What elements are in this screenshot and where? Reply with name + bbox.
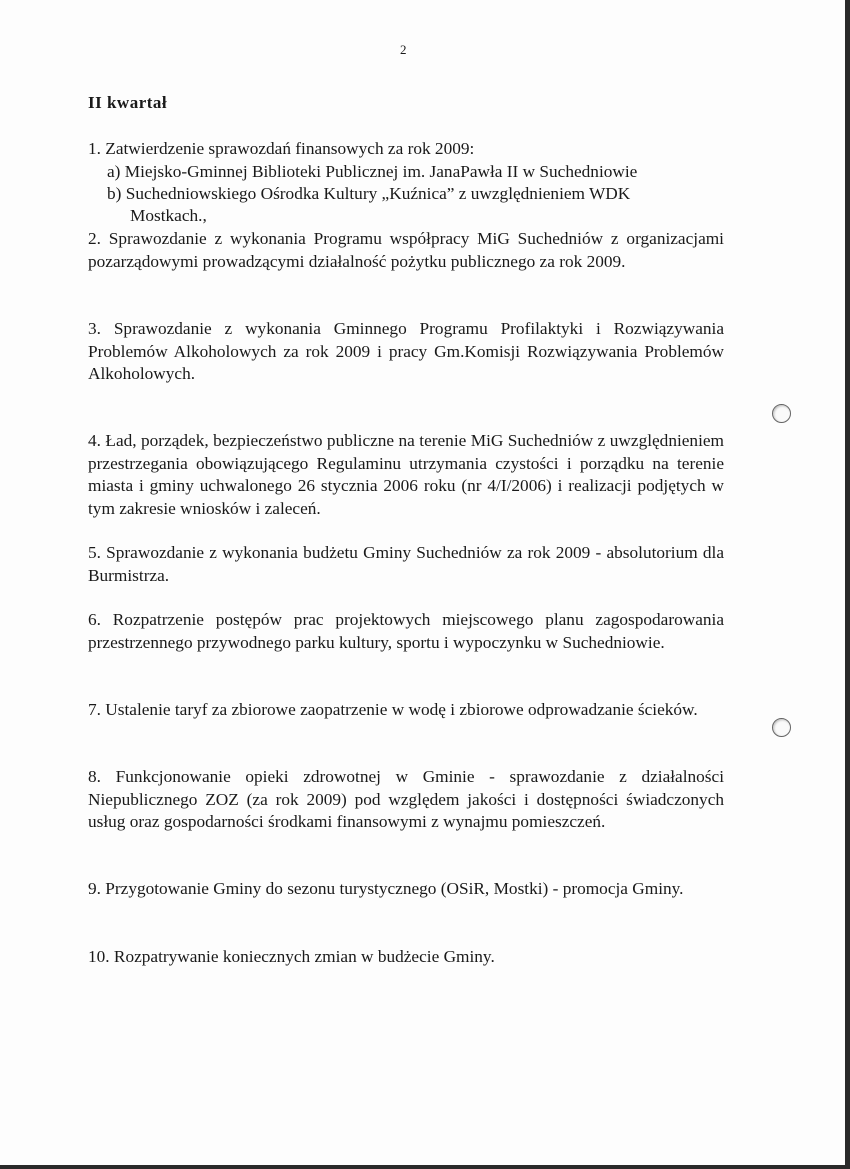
scan-edge-right <box>845 0 850 1169</box>
agenda-item-1-sub-b-cont: Mostkach., <box>130 206 207 225</box>
agenda-item-8: 8. Funkcjonowanie opieki zdrowotnej w Gminie - sprawozdanie z działalności Niepublicznego ZOZ (za rok 2009) pod względem jakości i dostępności świadczonych usług oraz gospodarności środkami finansowymi z wynajmu pomieszczeń. <box>88 767 724 831</box>
agenda-item-5: 5. Sprawozdanie z wykonania budżetu Gminy Suchedniów za rok 2009 - absolutorium dla Burmistrza. <box>88 543 724 585</box>
agenda-item-1-intro: 1. Zatwierdzenie sprawozdań finansowych za rok 2009: <box>88 139 475 158</box>
page-number: 2 <box>400 42 407 57</box>
agenda-item-4: 4. Ład, porządek, bezpieczeństwo publiczne na terenie MiG Suchedniów z uwzględnieniem przestrzegania obowiązującego Regulaminu utrzymania czystości i porządku na terenie miasta i gminy uchwalonego 26 stycznia 2006 roku (nr 4/I/2006) i realizacji podjętych w tym zakresie wniosków i zaleceń. <box>88 431 724 518</box>
agenda-item-10: 10. Rozpatrywanie koniecznych zmian w budżecie Gminy. <box>88 947 495 966</box>
agenda-item-1-sub-a: a) Miejsko-Gminnej Biblioteki Publicznej im. JanaPawła II w Suchedniowie <box>107 162 638 181</box>
section-title: II kwartał <box>88 93 168 112</box>
agenda-item-9: 9. Przygotowanie Gminy do sezonu turystycznego (OSiR, Mostki) - promocja Gminy. <box>88 879 684 898</box>
agenda-item-6: 6. Rozpatrzenie postępów prac projektowych miejscowego planu zagospodarowania przestrzennego przywodnego parku kultury, sportu i wypoczynku w Suchedniowie. <box>88 610 724 652</box>
punch-hole-upper <box>772 404 791 423</box>
punch-hole-lower <box>772 718 791 737</box>
agenda-item-1-sub-b: b) Suchedniowskiego Ośrodka Kultury „Kuźnica” z uwzględnieniem WDK <box>107 184 631 203</box>
agenda-item-2: 2. Sprawozdanie z wykonania Programu współpracy MiG Suchedniów z organizacjami pozarządowymi prowadzącymi działalność pożytku publicznego za rok 2009. <box>88 229 724 271</box>
scan-edge-bottom <box>0 1165 850 1169</box>
agenda-item-3: 3. Sprawozdanie z wykonania Gminnego Programu Profilaktyki i Rozwiązywania Problemów Alkoholowych za rok 2009 i pracy Gm.Komisji Rozwiązywania Problemów Alkoholowych. <box>88 319 724 383</box>
agenda-item-7: 7. Ustalenie taryf za zbiorowe zaopatrzenie w wodę i zbiorowe odprowadzanie ścieków. <box>88 700 698 719</box>
